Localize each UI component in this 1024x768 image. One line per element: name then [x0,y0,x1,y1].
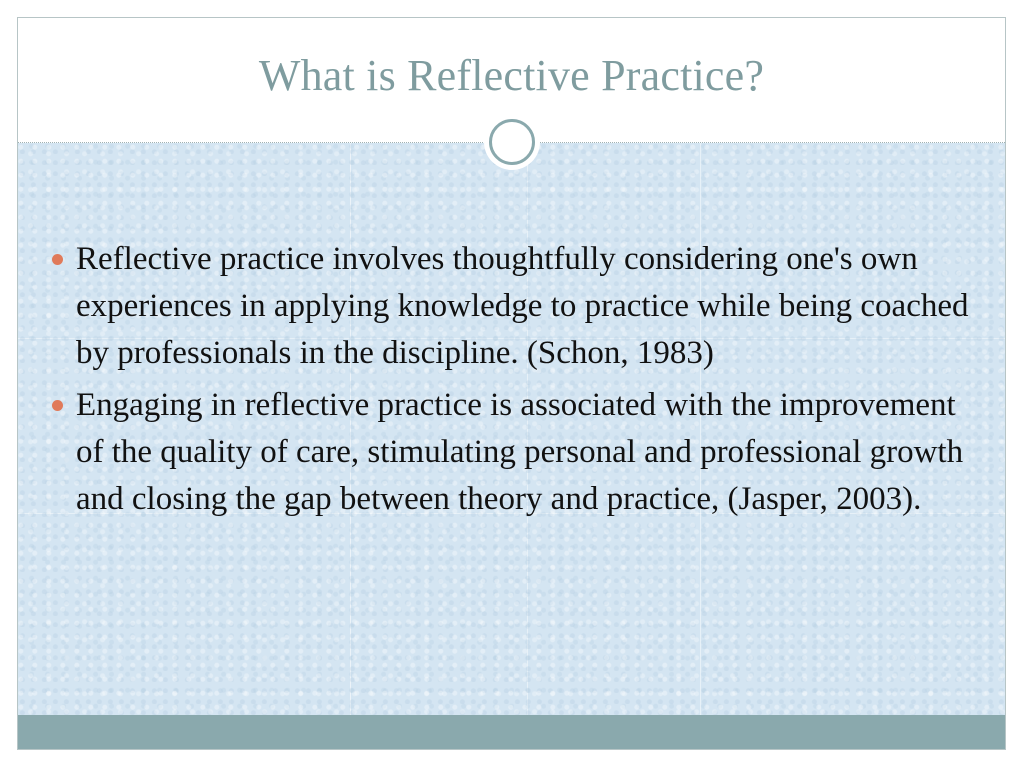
footer-band [18,715,1005,749]
bullet-item [50,236,980,377]
bullet-icon [52,400,63,411]
bullet-item [50,382,980,523]
bullet-text: Reflective practice involves thoughtfully considering one's own experiences in applying knowledge to practice while being coached by professionals in the discipline. (Schon, 1983) [76,241,969,371]
circle-ring-ornament-icon [484,114,540,170]
ornament-ring [489,119,535,165]
slide-title: What is Reflective Practice? [258,51,765,100]
bullet-icon [52,254,63,265]
slide [17,17,1006,750]
bullet-text: Engaging in reflective practice is associated with the improvement of the quality of care, stimulating personal and professional growth and closing the gap between theory and practice, (Jasper, 2003). [76,387,964,517]
bullet-list [50,236,980,528]
